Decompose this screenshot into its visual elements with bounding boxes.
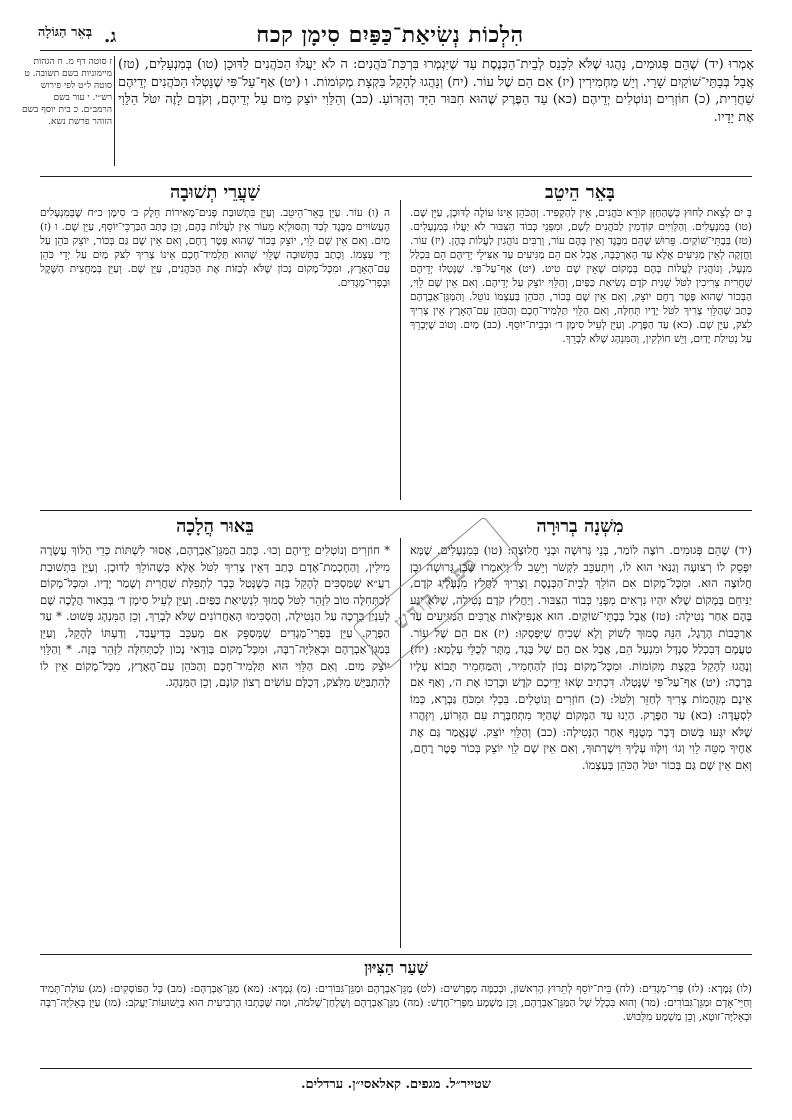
biur-halacha-title: בֵּאוּר הֲלָכָה bbox=[176, 516, 254, 537]
shaarei-teshuvah-text: ה (ו) עוֹר. עַיֵּן בְּאֵר־הֵיטֵב. וְעַיֵּן בִּתְשׁוּבַת פָּנִים־מְאִירוֹת חֵלֶק ב׳ סִימָן כ״ח שֶׁבְּמִנְעָלִים הָעֲשׂוּיִים מִבֶּגֶד לְבַד וְהַסּוּלְיָא מֵעוֹר אֵין לַעֲלוֹת בָּהֶם, וְכֵן כָּתַב הַבַּרְכֵּי־יוֹסֵף, עַיֵּן שָׁם. ו (ז) מַיִם. וְאִם אֵין שָׁם לֵוִי, יוֹצֵק בְּכוֹר שֶׁהוּא פֶּטֶר רֶחֶם, וְאִם אֵין שָׁם גַּם בְּכוֹר, יוֹצֵק כֹּהֵן עַל יְדֵי עַצְמוֹ. וְכָתַב בַּתְּשׁוּבָה שֶׁלֵּוִי שֶׁהוּא תַּלְמִיד־חָכָם אֵינוֹ צָרִיךְ לִצֹּק מַיִם עַל יְדֵי כֹּהֵן עַם־הָאָרֶץ, וּמִכָּל־מָקוֹם נָכוֹן שֶׁלֹּא לְבַזּוֹת אֶת הַכֹּהֲנִים, עַיֵּן שָׁם. וְעַיֵּן בְּמַחֲצִית הַשֶּׁקֶל וּבְפְרִי־מְגָדִים. bbox=[40, 207, 390, 289]
side-notes: ז סוטה דף מ. ח הגהות מיימוניות בשם תשובה. ט סוטה ל״ט לפי פירוש רש״י. י עור בשם הרמב״ם. כ בית יוסף בשם הזוהר פרשת נשא. bbox=[22, 57, 112, 127]
shaar-hatziyun-text: (לו) גְּמָרָא: (לז) פְּרִי־מְגָדִים: (לח) בֵּית־יוֹסֵף לְתֵרוּץ הָרִאשׁוֹן, וּבְכַמָּה מְפָרְשִׁים: (לט) מַגֵּן־אַבְרָהָם וּמַגֵּן־גִּבּוֹרִים: (מ) גְּמָרָא: (מא) מַגֵּן־אַבְרָהָם: (מב) כָּל הַפּוֹסְקִים: (מג) עוֹלַת־תָּמִיד וְחַיֵּי־אָדָם וּמַגֵּן־גִּבּוֹרִים: (מד) וְהוּא בִּכְלָל שֶׁל הַמַּגֵּן־אַבְרָהָם, וְכֵן מַשְׁמָע מִפְּרִי־חָדָשׁ: (מה) מַגֵּן־אַבְרָהָם וְשֻׁלְחַן־שְׁלֹמֹה, וּמַה שֶּׁכָּתְבוּ הָרְבִיעִית הוּא בְּיֵשׁוּעוֹת־יַעֲקֹב: (מו) עַיֵּן בְּאֵלִיָּה־רַבָּה וּבְאֵלִיָּה־זוּטָא, וְכֵן מַשְׁמָע מִלְּבוּשׁ. bbox=[40, 983, 752, 1023]
footer-rule bbox=[40, 1068, 752, 1069]
chapter-letter: ג. bbox=[104, 26, 117, 47]
main-text: אָמְרוּ (יד) שֶׁהֵם פְּגוּמִים, נָהֲגוּ שֶׁלֹּא לִכָּנֵס לְבֵית־הַכְּנֶסֶת עַד שֶׁיִּגְמְרוּ בִּרְכַּת־כֹּהֲנִים: ה לֹא יַעֲלוּ הַכֹּהֲנִים לַדּוּכָן (טו) בְּמִנְעָלִים, (טז) אֲבָל בְּבָתֵּי־שׁוֹקַיִם שָׁרֵי. וְיֵשׁ מַחְמִירִין (יז) אִם הֵם שֶׁל עוֹר. (יח) וְנָהֲגוּ לְהָקֵל בִּקְצָת מְקוֹמוֹת. ו (יט) אַף־עַל־פִּי שֶׁנָּטְלוּ הַכֹּהֲנִים יְדֵיהֶם שַׁחֲרִית, (כ) חוֹזְרִים וְנוֹטְלִים יְדֵיהֶם (כא) עַד הַפֶּרֶק שֶׁהוּא חִבּוּר הַיָּד וְהַזְּרוֹעַ. (כב) וְהַלֵּוִי יוֹצֵק מַיִם עַל יְדֵיהֶם, וְקֹדֶם לָזֶה יִטֹּל הַלֵּוִי אֶת יָדָיו. bbox=[118, 57, 754, 125]
page-title: הִלְכוֹת נְשִׂיאַת־כַּפַּיִם סִימָן קכח bbox=[256, 22, 524, 48]
section-rule-2 bbox=[40, 510, 752, 511]
footer-glossary: שטייר״ל. מגפים. קאלאסי״ן. ערדלים. bbox=[301, 1077, 491, 1092]
mishnah-berurah-title: מִשְׁנָה בְרוּרָה bbox=[536, 516, 624, 537]
section-rule-1 bbox=[40, 176, 752, 177]
shaarei-teshuvah-title: שַׁעֲרֵי תְשׁוּבָה bbox=[169, 182, 261, 203]
mishnah-berurah-text: (יד) שֶׁהֵם פְּגוּמִים. רוֹצֶה לוֹמַר, בְּנֵי גְּרוּשָׁה וּבְנֵי חֲלוּצָה: (טו) בְּמִנְעָלִים. שֶׁמָּא יִפָּסֵק לוֹ רְצוּעָה וְגַנַּאי הוּא לוֹ, וְיִתְעַכֵּב לִקְשֹׁר וְיֵשֵׁב לוֹ וְיֹאמְרוּ שֶׁבֶּן גְּרוּשָׁה וּבֶן חֲלוּצָה הוּא. וּמִכָּל־מָקוֹם אִם הוֹלֵךְ לְבֵית־הַכְּנֶסֶת וְצָרִיךְ לַחֲלֹץ מִנְעָלָיו קֹדֶם, יַנִּיחֵם בְּמָקוֹם שֶׁלֹּא יִהְיוּ נִרְאִים מִפְּנֵי כְּבוֹד הַצִּבּוּר. וְיַחֲלֹץ קֹדֶם נְטִילָה, שֶׁלֹּא יִגַּע בָּהֶם אַחַר נְטִילָה: (טז) אֲבָל בְּבָתֵּי־שׁוֹקַיִם. הוּא אַנְפִּילָאוֹת אֲרֻכִּים הַמַּגִּיעִים עַד אַרְכֻּבוֹת הָרֶגֶל, הִנֵּה סָמוּךְ לְשׁוֹק וְלָא שְׁכִיחַ שֶׁיִּפָּסְקוּ: (יז) אִם הֵם שֶׁל עוֹר. טַעֲמָם דְּבִכְלַל סַנְדָּל וּמִנְעָל הֵם, אֲבָל אִם הֵם שֶׁל בֶּגֶד, מֻתָּר לְכֻלֵּי עָלְמָא: (יח) וְנָהֲגוּ לְהָקֵל בִּקְצָת מְקוֹמוֹת. וּמִכָּל־מָקוֹם נָכוֹן לְהַחְמִיר, וְהַמַּחְמִיר תָּבוֹא עָלָיו בְּרָכָה: (יט) אַף־עַל־פִּי שֶׁנָּטְלוּ. דִּכְתִיב שְׂאוּ יְדֵיכֶם קֹדֶשׁ וּבָרְכוּ אֶת ה׳, וְאַף אִם אֵינָם מְזֻהָמוֹת צָרִיךְ לְחַזֵּר וְלִטֹּל: (כ) חוֹזְרִים וְנוֹטְלִים. בִּכְלִי וּמִכֹּחַ גַּבְרָא, כְּמוֹ לִסְעֻדָּה: (כא) עַד הַפֶּרֶק. הַיְנוּ עַד הַמָּקוֹם שֶׁהַיָּד מִתְחַבֶּרֶת עִם הַזְּרוֹעַ, וְיִזָּהֲרוּ שֶׁלֹּא יִגְּעוּ בְּשׁוּם דָּבָר מְטֻנָּף אַחַר הַנְּטִילָה: (כב) וְהַלֵּוִי יוֹצֵק. שֶׁנֶּאֱמַר גַּם אֶת אַחֶיךָ מַטֵּה לֵוִי וְגוֹ׳ וְיִלָּווּ עָלֶיךָ וִישָׁרְתוּךָ, וְאִם אֵין שָׁם לֵוִי יוֹצֵק בְּכוֹר פֶּטֶר רֶחֶם, וְאִם אֵין שָׁם גַּם בְּכוֹר יִטֹּל הַכֹּהֵן בְּעַצְמוֹ. bbox=[410, 543, 752, 772]
beer-hagolah-heading: בְּאֵר הַגּוֹלָה bbox=[37, 25, 93, 40]
header-rule bbox=[40, 50, 752, 51]
watermark-stamp: ספרי קודש bbox=[352, 516, 520, 669]
shaar-hatziyun-title: שַׁעַר הַצִּיּוּן bbox=[364, 958, 428, 977]
biur-halacha-text: * חוֹזְרִים וְנוֹטְלִים יְדֵיהֶם וְכוּ׳. כָּתַב הַמַּגֵּן־אַבְרָהָם, אָסוּר לִשְׁתּוֹת כְּדֵי הַלּוֹךְ עֲשָׂרָה מִילִין, וְהַחָכְמַת־אָדָם כָּתַב דְּאֵין צָרִיךְ לִטֹּל אֶלָּא כְּשֶׁהוֹלֵךְ לַדּוּכָן. וְעַיֵּן בִּתְשׁוּבַת רַעֲ״א שֶׁמַּסְכִּים לְהָקֵל בָּזֶה כְּשֶׁנָּטַל כְּבָר לְתְפִלַּת שַׁחֲרִית וְשָׁמַר יָדָיו. וּמִכָּל־מָקוֹם לְכַתְּחִלָּה טוֹב לִזָּהֵר לִטֹּל סָמוּךְ לִנְשִׂיאַת כַּפַּיִם. וְעַיֵּן לְעֵיל סִימָן ד׳ בְּבֵאוּר הֲלָכָה שָׁם לְעִנְיַן בְּרָכָה עַל הַנְּטִילָה, וְהַסְכִּימוּ הָאַחֲרוֹנִים שֶׁלֹּא לְבָרֵךְ, וְכֵן הַמִּנְהָג פָּשׁוּט. * עַד הַפֶּרֶק. עַיֵּן בְּפְרִי־מְגָדִים שֶׁמְּסַפֵּק אִם מְעַכֵּב בְּדִיעֲבַד, וְדַעְתּוֹ לְהָקֵל, וְעַיֵּן בְּמַגֵּן־אַבְרָהָם וּבְאֵלִיָּה־רַבָּה, וּמִכָּל־מָקוֹם בְּוַדַּאי נָכוֹן לְכַתְּחִלָּה לִזָּהֵר בָּזֶה. * וְהַלֵּוִי יוֹצֵק מַיִם. וְאִם הַלֵּוִי הוּא תַּלְמִיד־חָכָם וְהַכֹּהֵן עַם־הָאָרֶץ, מִכָּל־מָקוֹם אֵין לוֹ לְהִתְבַּיֵּשׁ מִלִּצֹּק, דְּכֻלָּם עוֹשִׂים רְצוֹן קוֹנָם, וְכֵן הַמִּנְהָג. bbox=[40, 543, 390, 689]
section-rule-3 bbox=[40, 954, 752, 955]
side-divider bbox=[114, 56, 115, 166]
column-divider-1 bbox=[400, 200, 401, 500]
beer-heitev-title: בָּאֵר הֵיטֵב bbox=[545, 182, 615, 203]
beer-heitev-text: בְּ יִם לָצֵאת לַחוּץ כְּשֶׁהַחַזָּן קוֹרֵא כֹּהֲנִים, אֵין לְהַקְפִּיד. וְהַכֹּהֵן אֵינוֹ עוֹלֶה לַדּוּכָן, עַיֵּן שָׁם. (טו) בְּמִנְעָלִים. וְהַלְּוִיִּים קוֹדְמִין לַכֹּהֲנִים לְשָׁם, וּמִפְּנֵי כְּבוֹד הַצִּבּוּר לֹא יַעֲלוּ בְּמִנְעָלִים. (טז) בְּבָתֵּי־שׁוֹקַיִם. פֵּרוּשׁ שֶׁהֵם מִבֶּגֶד וְאֵין בָּהֶם עוֹר, וְרַבִּים נוֹהֲגִין לַעֲלוֹת בְּהֶן. (יז) עוֹר. וַחֲזָקָה לְאֵין מַגִּיעִים אֶלָּא עַד הָאַרְכֻּבָּה, אֲבָל אִם הֵם מַגִּיעִים עַד אַצִּילֵי יְדֵיהֶם הֵם בִּכְלַל מִנְעָל, וְנוֹהֲגִין לַעֲלוֹת בָּהֶם בְּמָקוֹם שֶׁאֵין שָׁם טִיט. (יט) אַף־עַל־פִּי. שֶׁנָּטְלוּ יְדֵיהֶם שַׁחֲרִית צְרִיכִין לִטֹּל שֵׁנִית קֹדֶם נְשִׂיאַת כַּפַּיִם, וְהַלֵּוִי יוֹצֵק עַל יְדֵיהֶם. וְאִם אֵין שָׁם לֵוִי, הַבְּכוֹר שֶׁהוּא פֶּטֶר רֶחֶם יוֹצֵק, וְאִם אֵין שָׁם בְּכוֹר, הַכֹּהֵן בְּעַצְמוֹ נוֹטֵל. וְהַמַּגֵּן־אַבְרָהָם כָּתַב שֶׁהַלֵּוִי צָרִיךְ לִטֹּל יָדָיו תְּחִלָּה, וְאִם הַלֵּוִי תַּלְמִיד־חָכָם וְהַכֹּהֵן עַם־הָאָרֶץ אֵין צָרִיךְ לִצֹּק, עַיֵּן שָׁם. (כא) עַד הַפֶּרֶק. וְעַיֵּן לְעֵיל סִימָן ד׳ וּבְבֵית־יוֹסֵף. (כב) מַיִם. וְטוֹב שֶׁיְּבָרֵךְ עַל נְטִילַת יָדַיִם, וְיֵשׁ חוֹלְקִין, וְהַמִּנְהָג שֶׁלֹּא לְבָרֵךְ. bbox=[410, 207, 752, 345]
